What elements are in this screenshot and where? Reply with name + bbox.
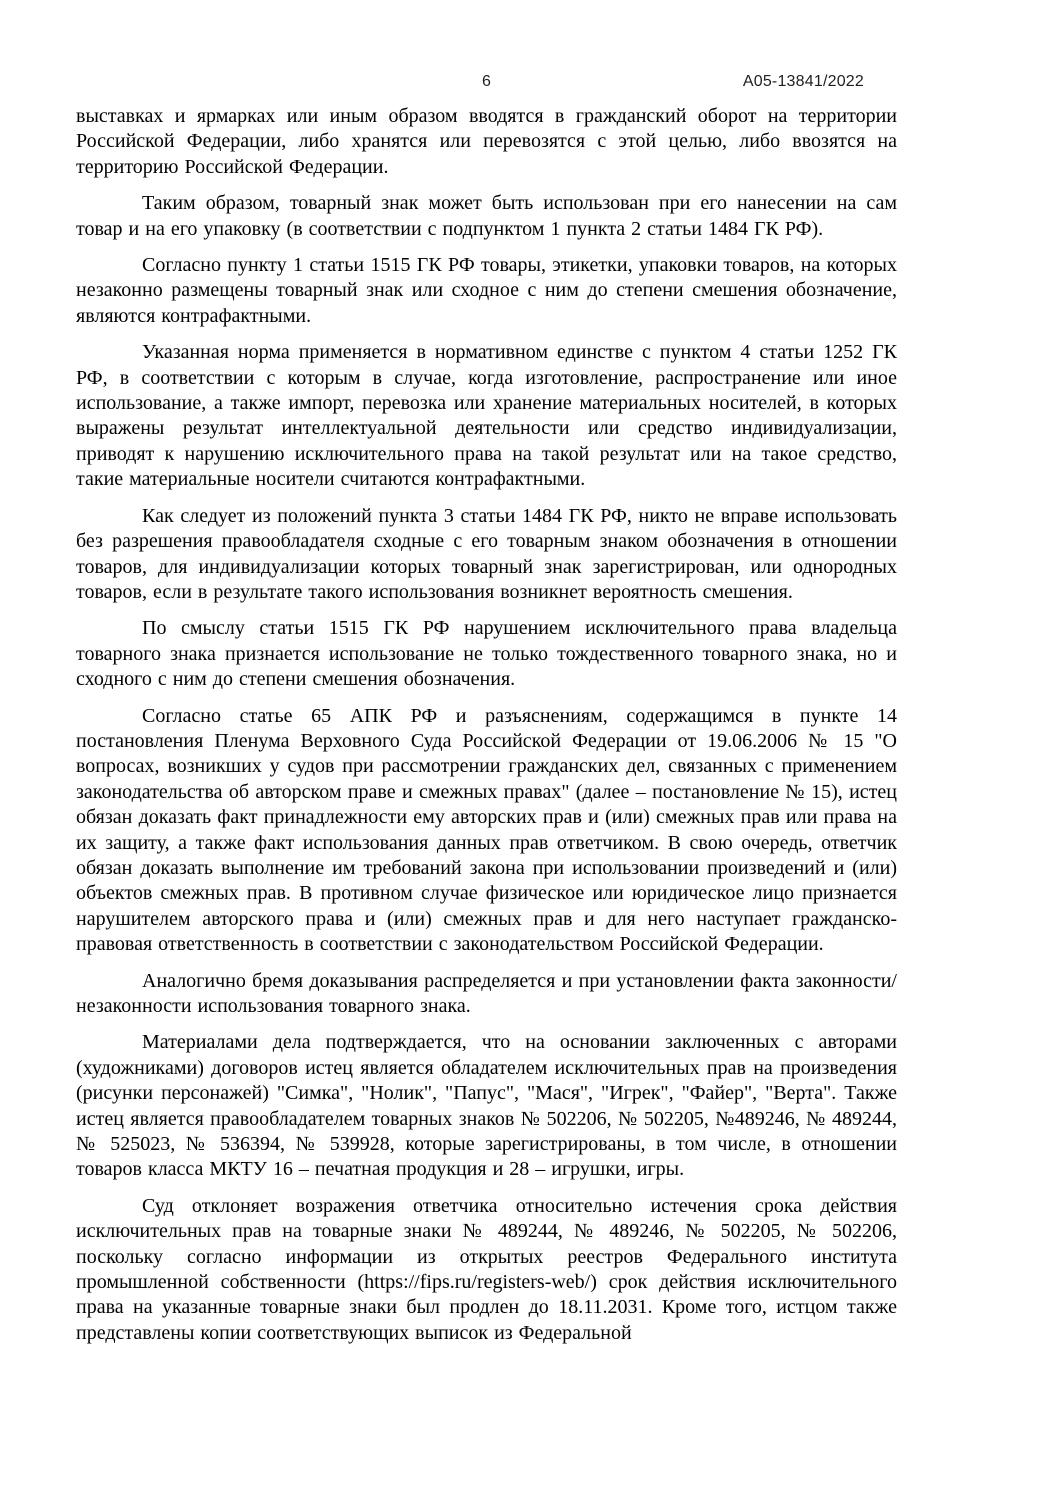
page-number: 6 — [482, 73, 491, 90]
paragraph-1: выставках и ярмарках или иным образом вводятся в гражданский оборот на территории Российской Федерации, либо хранятся или перевозятся с этой целью, либо ввозятся на территорию Российской Федерации. — [76, 105, 897, 178]
paragraph-6: По смыслу статьи 1515 ГК РФ нарушением исключительного права владельца товарного знака признается использование не только тождественного товарного знака, но и сходного с ним до степени смешения обозначения. — [76, 617, 897, 691]
paragraph-2: Таким образом, товарный знак может быть использован при его нанесении на сам товар и на его упаковку (в соответствии с подпунктом 1 пункта 2 статьи 1484 ГК РФ). — [76, 192, 897, 240]
paragraph-8: Аналогично бремя доказывания распределяется и при установлении факта законности/незаконности использования товарного знака. — [76, 969, 897, 1017]
case-number: А05-13841/2022 — [742, 73, 864, 90]
paragraph-9: Материалами дела подтверждается, что на основании заключенных с авторами (художниками) договоров истец является обладателем исключительных прав на произведения (рисунки персонажей) "Симка", "Нолик", "Папус", "Мася", "Игрек", "Файер", "Верта". Также истец является правообладателем товарных знаков № 502206, № 502205, №489246, № 489244, № 525023, № 536394, № 539928, которые зарегистрированы, в том числе, в отношении товаров класса МКТУ 16 – печатная продукция и 28 – игрушки, игры. — [76, 1031, 897, 1181]
paragraph-10: Суд отклоняет возражения ответчика относительно истечения срока действия исключительных прав на товарные знаки № 489244, № 489246, № 502205, № 502206, поскольку согласно информации из открытых реестров Федерального института промышленной собственности (https://fips.ru/registers-web/) срок действия исключительного права на указанные товарные знаки был продлен до 18.11.2031. Кроме того, истцом также представлены копии соответствующих выписок из Федеральной — [76, 1194, 897, 1344]
paragraph-5: Как следует из положений пункта 3 статьи 1484 ГК РФ, никто не вправе использовать без разрешения правообладателя сходные с его товарным знаком обозначения в отношении товаров, для индивидуализации которых товарный знак зарегистрирован, или однородных товаров, если в результате такого использования возникнет вероятность смешения. — [76, 504, 897, 603]
page-header — [76, 73, 897, 95]
paragraph-3: Согласно пункту 1 статьи 1515 ГК РФ товары, этикетки, упаковки товаров, на которых незаконно размещены товарный знак или сходное с ним до степени смешения обозначение, являются контрафактными. — [76, 254, 897, 327]
document-body — [76, 104, 897, 1357]
paragraph-4: Указанная норма применяется в нормативном единстве с пунктом 4 статьи 1252 ГК РФ, в соответствии с которым в случае, когда изготовление, распространение или иное использование, а также импорт, перевозка или хранение материальных носителей, в которых выражены результат интеллектуальной деятельности или средство индивидуализации, приводят к нарушению исключительного права на такой результат или на такое средство, такие материальные носители считаются контрафактными. — [76, 341, 897, 491]
paragraph-7: Согласно статье 65 АПК РФ и разъяснениям, содержащимся в пункте 14 постановления Пленума Верховного Суда Российской Федерации от 19.06.2006 № 15 "О вопросах, возникших у судов при рассмотрении гражданских дел, связанных с применением законодательства об авторском праве и смежных правах" (далее – постановление № 15), истец обязан доказать факт принадлежности ему авторских прав и (или) смежных прав или права на их защиту, а также факт использования данных прав ответчиком. В свою очередь, ответчик обязан доказать выполнение им требований закона при использовании произведений и (или) объектов смежных прав. В противном случае физическое или юридическое лицо признается нарушителем авторского права и (или) смежных прав и для него наступает гражданско-правовая ответственность в соответствии с законодательством Российской Федерации. — [76, 704, 897, 956]
